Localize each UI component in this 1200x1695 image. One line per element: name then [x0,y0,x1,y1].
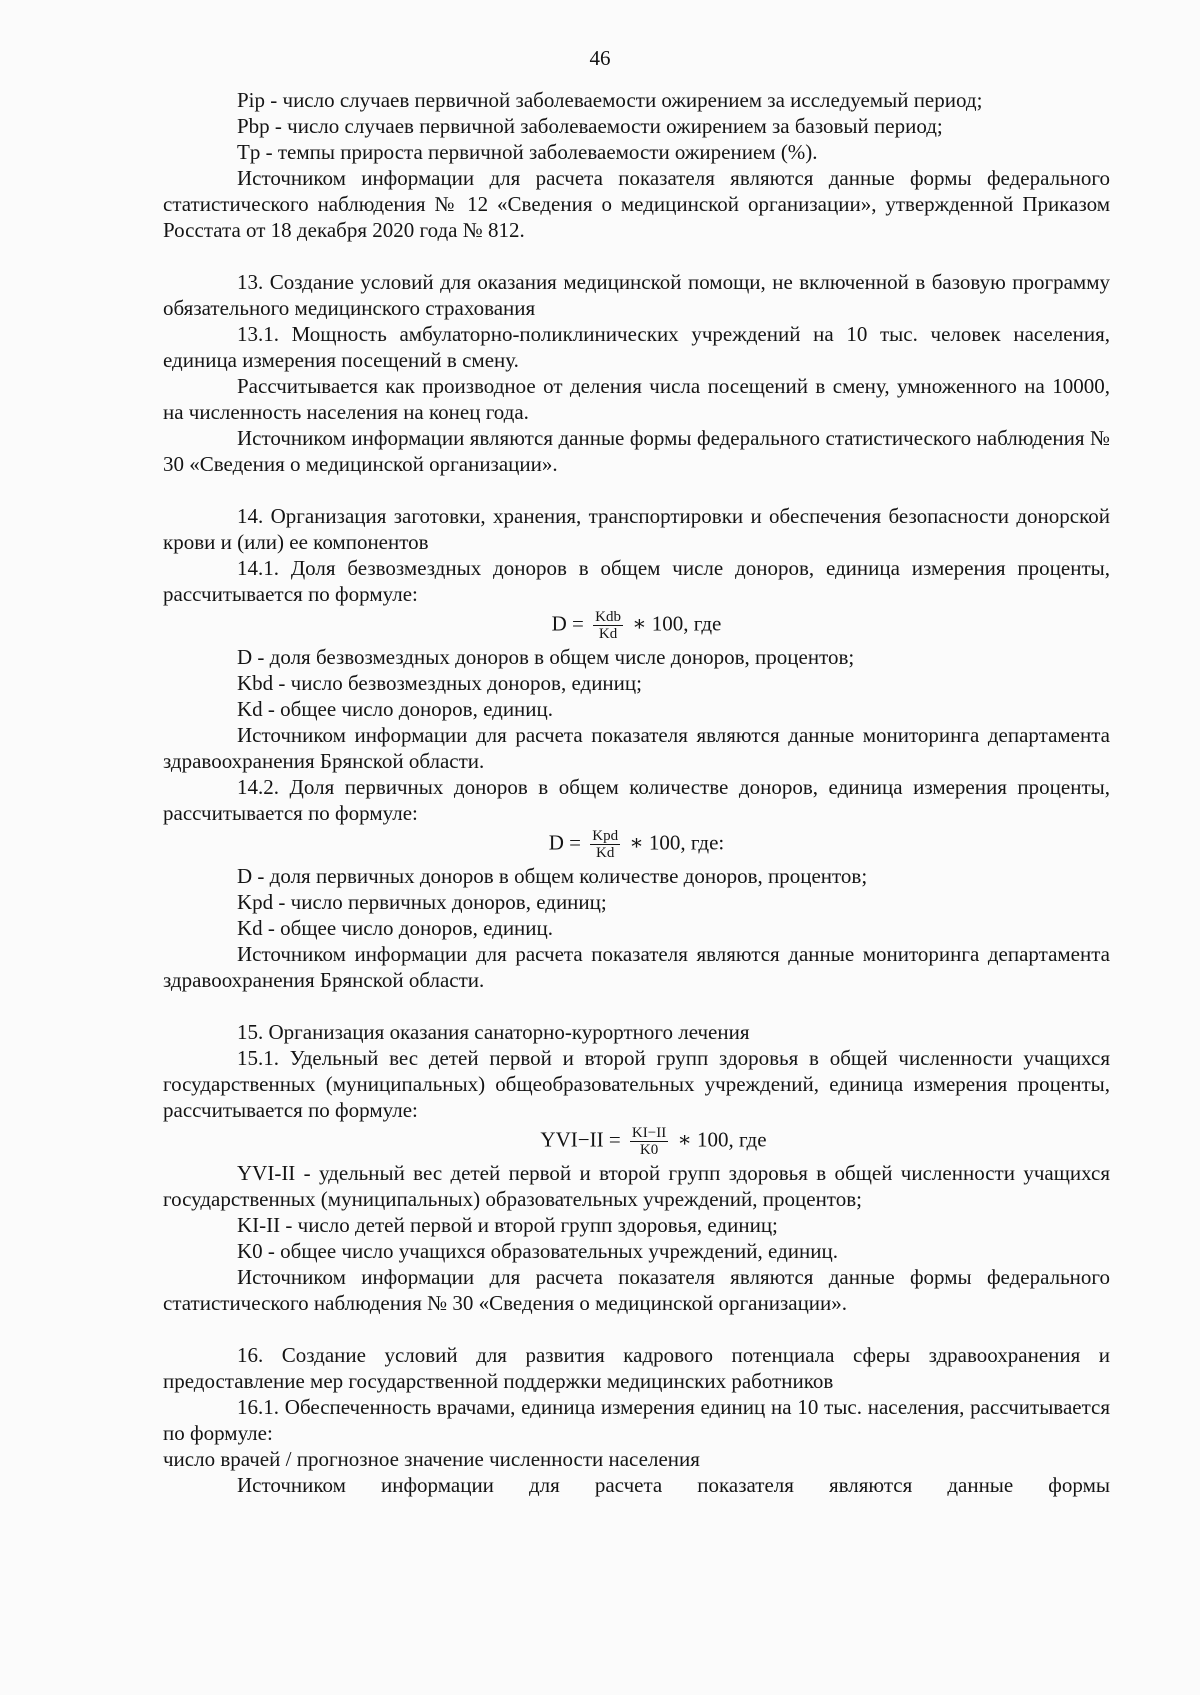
formula-lhs: YVI−II = [540,1127,621,1152]
formula-rhs: ∗ 100, где: [629,830,725,855]
formula-doctors: число врачей / прогнозное значение численности населения [163,1447,700,1471]
def-kpd: Kpd - число первичных доноров, единиц; [237,890,607,914]
spacer [163,243,1110,269]
def-d: D - доля первичных доноров в общем количестве доноров, процентов; [237,864,868,888]
formula-rhs: ∗ 100, где [677,1127,767,1152]
section-13-1: 13.1. Мощность амбулаторно-поликлинических учреждений на 10 тыс. человек населения, единица измерения посещений в смену. [163,322,1110,372]
formula-donors-free [163,609,1110,642]
section-16-heading: 16. Создание условий для развития кадрового потенциала сферы здравоохранения и предоставление мер государственной поддержки медицинских работников [163,1343,1110,1393]
section-14-1: 14.1. Доля безвозмездных доноров в общем числе доноров, единица измерения проценты, рассчитывается по формуле: [163,556,1110,606]
def-pip: Pip - число случаев первичной заболеваемости ожирением за исследуемый период; [237,88,983,112]
section-15-heading: 15. Организация оказания санаторно-курортного лечения [237,1020,750,1044]
section-16-1-source: Источником информации для расчета показателя являются данные формы [237,1473,1110,1497]
formula-denominator: Kd [598,626,618,642]
formula-lhs: D = [551,611,584,636]
def-pbp: Pbp - число случаев первичной заболеваемости ожирением за базовый период; [237,114,943,138]
def-k-i-ii: KI-II - число детей первой и второй групп здоровья, единиц; [237,1213,778,1237]
section-14-2-source: Источником информации для расчета показателя являются данные мониторинга департамента здравоохранения Брянской области. [163,942,1110,992]
page-number: 46 [589,46,611,70]
formula-numerator: Kpd [592,828,619,844]
formula-fraction [590,828,620,861]
formula-fraction [593,609,623,642]
section-14-1-source: Источником информации для расчета показателя являются данные мониторинга департамента здравоохранения Брянской области. [163,723,1110,773]
section-13-source: Источником информации являются данные формы федерального статистического наблюдения № 30 «Сведения о медицинской организации». [163,426,1110,476]
formula-health-groups [163,1125,1110,1158]
def-tp: Tp - темпы прироста первичной заболеваемости ожирением (%). [237,140,818,164]
formula-lhs: D = [548,830,581,855]
formula-donors-primary [163,828,1110,861]
formula-denominator: Kd [595,845,615,861]
section-15-1-source: Источником информации для расчета показателя являются данные формы федерального статистического наблюдения № 30 «Сведения о медицинской организации». [163,1265,1110,1315]
spacer [163,993,1110,1019]
source-paragraph: Источником информации для расчета показателя являются данные формы федерального статистического наблюдения № 12 «Сведения о медицинской организации», утвержденной Приказом Росстата от 18 декабря 2020 года № 812. [163,166,1110,242]
section-15-1: 15.1. Удельный вес детей первой и второй групп здоровья в общей численности учащихся государственных (муниципальных) общеобразовательных учреждений, единица измерения проценты, рассчитывается по формуле: [163,1046,1110,1122]
def-kd: Kd - общее число доноров, единиц. [237,916,554,940]
def-yv: YVI-II - удельный вес детей первой и второй групп здоровья в общей численности учащихся государственных (муниципальных) образовательных учреждений, процентов; [163,1161,1110,1211]
formula-fraction [630,1125,668,1158]
formula-numerator: KI−II [631,1125,667,1141]
def-k0: K0 - общее число учащихся образовательных учреждений, единиц. [237,1239,838,1263]
formula-numerator: Kdb [595,609,621,625]
section-13-calc: Рассчитывается как производное от деления числа посещений в смену, умноженного на 10000, на численность населения на конец года. [163,374,1110,424]
section-14-2: 14.2. Доля первичных доноров в общем количестве доноров, единица измерения проценты, рассчитывается по формуле: [163,775,1110,825]
def-d: D - доля безвозмездных доноров в общем числе доноров, процентов; [237,645,855,669]
formula-denominator: K0 [639,1142,659,1158]
spacer [163,477,1110,503]
section-14-heading: 14. Организация заготовки, хранения, транспортировки и обеспечения безопасности донорской крови и (или) ее компонентов [163,504,1110,554]
def-kbd: Kbd - число безвозмездных доноров, единиц; [237,671,642,695]
section-13-heading: 13. Создание условий для оказания медицинской помощи, не включенной в базовую программу обязательного медицинского страхования [163,270,1110,320]
def-kd: Kd - общее число доноров, единиц. [237,697,554,721]
page-content [163,87,1110,1498]
spacer [163,1316,1110,1342]
formula-rhs: ∗ 100, где [632,611,722,636]
section-16-1: 16.1. Обеспеченность врачами, единица измерения единиц на 10 тыс. населения, рассчитывается по формуле: [163,1395,1110,1445]
